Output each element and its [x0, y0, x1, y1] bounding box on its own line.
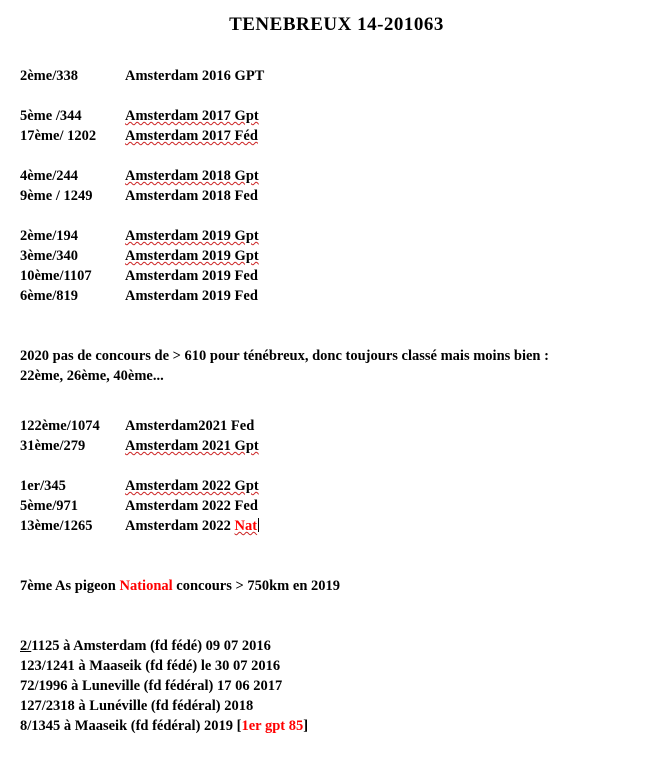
rank-value: 4ème/244: [20, 168, 78, 184]
rank-value: 2ème/194: [20, 228, 78, 244]
event-label: Amsterdam 2019 Fed: [125, 288, 258, 304]
rank-value: 9ème / 1249: [20, 188, 93, 204]
result-text: 1125 à Amsterdam (fd fédé) 09 07 2016: [31, 638, 271, 654]
note-2020-line2: 22ème, 26ème, 40ème...: [20, 368, 164, 384]
result-row: [20, 246, 641, 266]
result-row: [20, 106, 641, 126]
as-pigeon-line: [20, 576, 641, 596]
rank-value: 13ème/1265: [20, 518, 93, 534]
result-row: [20, 286, 641, 306]
event-label: Amsterdam 2022 Fed: [125, 498, 258, 514]
event-label: Amsterdam 2016 GPT: [125, 68, 265, 84]
results-group-2017: [20, 106, 641, 146]
as-pigeon-suffix: concours > 750km en 2019: [172, 578, 341, 594]
result-row: [20, 436, 641, 456]
rank-value: 17ème/ 1202: [20, 128, 97, 144]
result-text: 123/1241 à Maaseik (fd fédé) le 30 07 2016: [20, 658, 281, 674]
result-text: 127/2318 à Lunéville (fd fédéral) 2018: [20, 698, 254, 714]
text-caret: [258, 518, 259, 532]
rank-value: 6ème/819: [20, 288, 78, 304]
rank-value: 122ème/1074: [20, 418, 100, 434]
result-row: [20, 186, 641, 206]
event-label: Amsterdam 2018 Gpt: [125, 168, 259, 184]
rank-value: 3ème/340: [20, 248, 78, 264]
result-row: [20, 476, 641, 496]
result-row: [20, 66, 641, 86]
list-item: [20, 716, 641, 736]
rank-value: 10ème/1107: [20, 268, 92, 284]
as-pigeon-highlight: National: [119, 578, 173, 594]
event-label: Amsterdam 2019 Gpt: [125, 248, 259, 264]
event-label: Amsterdam 2019 Fed: [125, 268, 258, 284]
note-2020: [20, 346, 641, 386]
result-row: [20, 516, 641, 536]
rank-value: 1er/345: [20, 478, 66, 494]
event-label: Amsterdam 2018 Fed: [125, 188, 258, 204]
rank-value: 5ème/971: [20, 498, 78, 514]
list-item: [20, 676, 641, 696]
result-row: [20, 126, 641, 146]
page-title: TENEBREUX 14-201063: [229, 14, 444, 35]
rank-value: 5ème /344: [20, 108, 82, 124]
result-text: 72/1996 à Luneville (fd fédéral) 17 06 2017: [20, 678, 283, 694]
result-row: [20, 226, 641, 246]
result-text: 8/1345 à Maaseik (fd fédéral) 2019 [: [20, 718, 242, 734]
results-group-2022: [20, 476, 641, 536]
document-page: [0, 14, 659, 763]
event-label: Amsterdam 2017 Féd: [125, 128, 258, 144]
result-row: [20, 416, 641, 436]
results-group-2018: [20, 166, 641, 206]
list-item: [20, 636, 641, 656]
note-2020-line1: 2020 pas de concours de > 610 pour ténébreux, donc toujours classé mais moins bien :: [20, 348, 549, 364]
result-lead: 2/: [20, 638, 32, 654]
rank-value: 2ème/338: [20, 68, 78, 84]
result-row: [20, 266, 641, 286]
document-body: [0, 36, 659, 736]
as-pigeon-prefix: 7ème As pigeon: [20, 578, 120, 594]
list-item: [20, 656, 641, 676]
results-group-2021: [20, 416, 641, 456]
event-label: Amsterdam 2021 Gpt: [125, 438, 259, 454]
rank-value: 31ème/279: [20, 438, 86, 454]
detailed-results-list: [20, 636, 641, 736]
event-label: Amsterdam 2022: [125, 518, 235, 534]
result-row: [20, 496, 641, 516]
event-label: Amsterdam 2017 Gpt: [125, 108, 259, 124]
list-item: [20, 696, 641, 716]
result-highlight: 1er gpt 85: [241, 718, 304, 734]
result-tail: ]: [303, 718, 309, 734]
event-label: Amsterdam 2022 Gpt: [125, 478, 259, 494]
event-label: Amsterdam2021 Fed: [125, 418, 255, 434]
results-group-2016: [20, 66, 641, 86]
event-label: Amsterdam 2019 Gpt: [125, 228, 259, 244]
result-row: [20, 166, 641, 186]
event-highlight: Nat: [234, 518, 258, 534]
results-group-2019: [20, 226, 641, 306]
